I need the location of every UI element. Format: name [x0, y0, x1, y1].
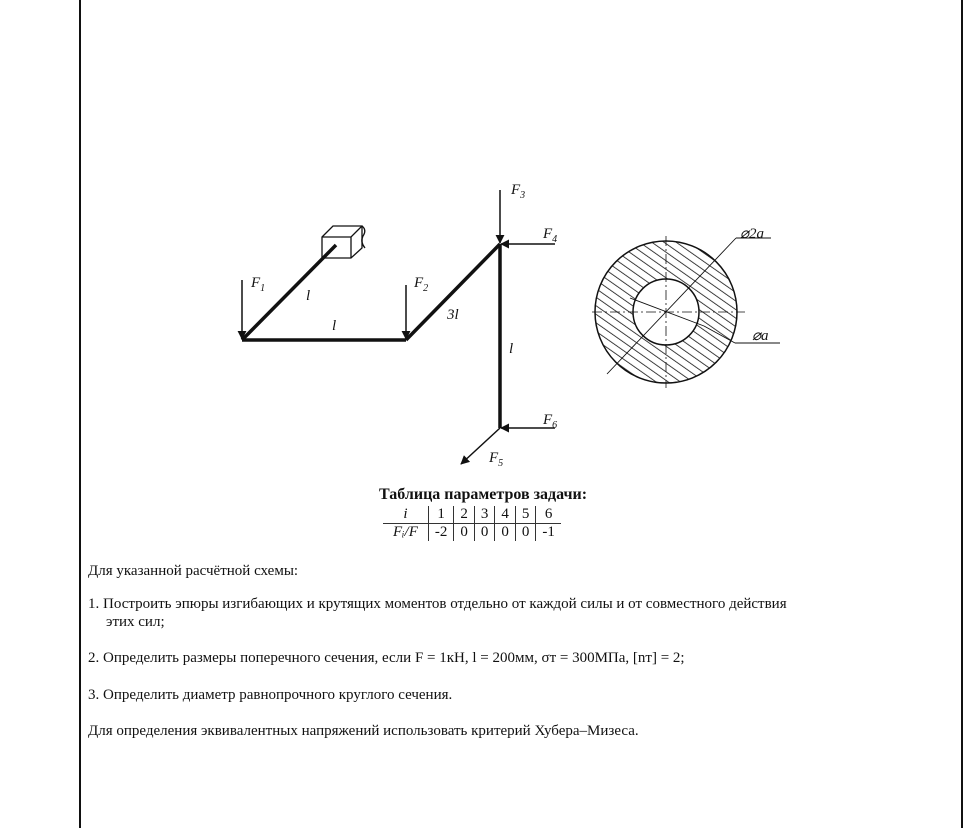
table-cell: -2: [428, 524, 454, 542]
table-cell: 5: [515, 506, 536, 524]
table-cell: 3: [474, 506, 495, 524]
task-item-1: 1. Построить эпюры изгибающих и крутящих моментов отдельно от каждой силы и от совместного действия: [88, 596, 787, 612]
criterion-note: Для определения эквивалентных напряжений использовать критерий Хубера–Мизеса.: [88, 723, 639, 739]
length-label: l: [306, 288, 311, 304]
table-row: [383, 524, 561, 542]
outer-diameter-label: ⌀2a: [740, 226, 765, 242]
intro-text: Для указанной расчётной схемы:: [88, 563, 299, 579]
label-f5: $F_5$: [489, 450, 504, 469]
label-f3: $F_3$: [511, 182, 526, 201]
table-cell: 1: [428, 506, 454, 524]
table-cell: 0: [495, 524, 516, 542]
inner-diameter-label: ⌀a: [752, 328, 769, 344]
label-f4: $F_4$: [543, 226, 558, 245]
table-cell: 2: [454, 506, 475, 524]
length-label: l: [332, 318, 337, 334]
parameters-table: [383, 506, 561, 541]
task-item-3: 3. Определить диаметр равнопрочного круглого сечения.: [88, 687, 453, 703]
frame-beams: [242, 244, 500, 428]
task-item-2: 2. Определить размеры поперечного сечения, если F = 1кН, l = 200мм, σт = 300МПа, [nт] = 2;: [88, 650, 685, 666]
table-cell: 0: [474, 524, 495, 542]
table-cell: i: [383, 506, 428, 524]
table-header-row: [383, 506, 561, 524]
label-f1: $F_1$: [251, 275, 266, 294]
table-cell: 0: [454, 524, 475, 542]
table-cell: 6: [536, 506, 561, 524]
table-cell: 4: [495, 506, 516, 524]
label-f2: $F_2$: [414, 275, 429, 294]
hollow-cross-section: [590, 236, 780, 388]
table-cell: 0: [515, 524, 536, 542]
table-cell: Fᵢ/F: [393, 524, 418, 540]
table-cell: -1: [536, 524, 561, 542]
table-title: Таблица параметров задачи:: [379, 486, 588, 503]
task-item-1-continued: этих сил;: [106, 614, 165, 630]
label-f6: $F_6$: [543, 412, 558, 431]
length-label: l: [509, 341, 514, 357]
length-label: 3l: [447, 307, 459, 323]
